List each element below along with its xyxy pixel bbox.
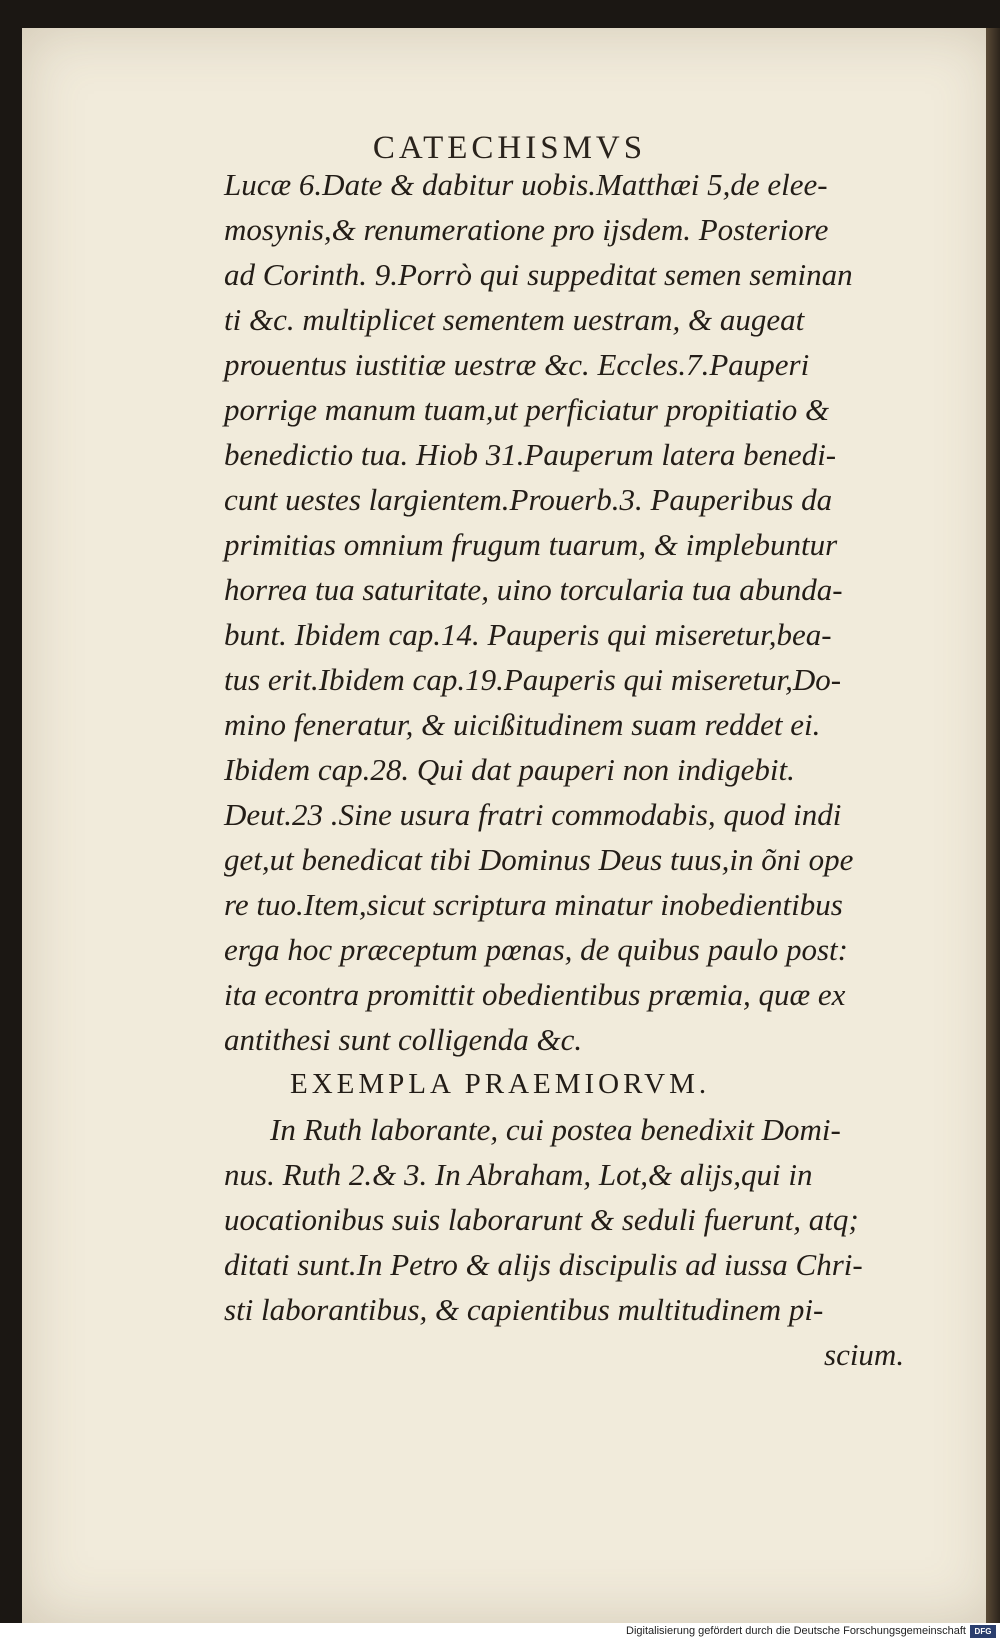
text-line: ad Corinth. 9.Porrò qui suppeditat semen seminan: [224, 257, 853, 292]
text-line: ti &c. multiplicet sementem uestram, & augeat: [224, 302, 805, 337]
text-line: Ibidem cap.28. Qui dat pauperi non indigebit.: [224, 752, 795, 787]
text-line: porrige manum tuam,ut perficiatur propitiatio &: [224, 392, 830, 427]
funding-credit: Digitalisierung gefördert durch die Deutsche Forschungsgemeinschaft: [626, 1625, 966, 1637]
page-body: [224, 162, 944, 1377]
dfg-logo: DFG: [970, 1625, 996, 1638]
text-line: Lucæ 6.Date & dabitur uobis.Matthæi 5,de elee-: [224, 167, 828, 202]
catchword: scium.: [824, 1337, 905, 1372]
text-line: benedictio tua. Hiob 31.Pauperum latera benedi-: [224, 437, 837, 472]
text-line: get,ut benedicat tibi Dominus Deus tuus,in õni ope: [224, 842, 854, 877]
text-line: nus. Ruth 2.& 3. In Abraham, Lot,& alijs,qui in: [224, 1157, 813, 1192]
text-line: prouentus iustitiæ uestræ &c. Eccles.7.Pauperi: [224, 347, 810, 382]
text-line: horrea tua saturitate, uino torcularia tua abunda-: [224, 572, 843, 607]
text-line: sti laborantibus, & capientibus multitudinem pi-: [224, 1292, 824, 1327]
text-line: cunt uestes largientem.Prouerb.3. Pauperibus da: [224, 482, 833, 517]
text-line: mino feneratur, & uicißitudinem suam reddet ei.: [224, 707, 821, 742]
text-line: tus erit.Ibidem cap.19.Pauperis qui miseretur,Do-: [224, 662, 842, 697]
footer-bar: [0, 1623, 1000, 1641]
running-title: CATECHISMVS: [372, 130, 647, 166]
text-line: primitias omnium frugum tuarum, & implebuntur: [224, 527, 838, 562]
text-line: ita econtra promittit obedientibus præmia, quæ ex: [224, 977, 846, 1012]
book-binding-edge: [986, 28, 1000, 1623]
text-line: bunt. Ibidem cap.14. Pauperis qui miseretur,bea-: [224, 617, 832, 652]
text-line: uocationibus suis laborarunt & seduli fuerunt, atq;: [224, 1202, 859, 1237]
section-heading: EXEMPLA PRAEMIORVM.: [290, 1068, 711, 1100]
text-line: re tuo.Item,sicut scriptura minatur inobedientibus: [224, 887, 843, 922]
text-line: ditati sunt.In Petro & alijs discipulis ad iussa Chri-: [224, 1247, 863, 1282]
text-line: mosynis,& renumeratione pro ijsdem. Posteriore: [224, 212, 829, 247]
text-line: antithesi sunt colligenda &c.: [224, 1022, 583, 1057]
text-line: erga hoc præceptum pœnas, de quibus paulo post:: [224, 932, 848, 967]
text-line: Deut.23 .Sine usura fratri commodabis, quod indi: [224, 797, 842, 832]
text-line: In Ruth laborante, cui postea benedixit Domi-: [270, 1112, 841, 1147]
